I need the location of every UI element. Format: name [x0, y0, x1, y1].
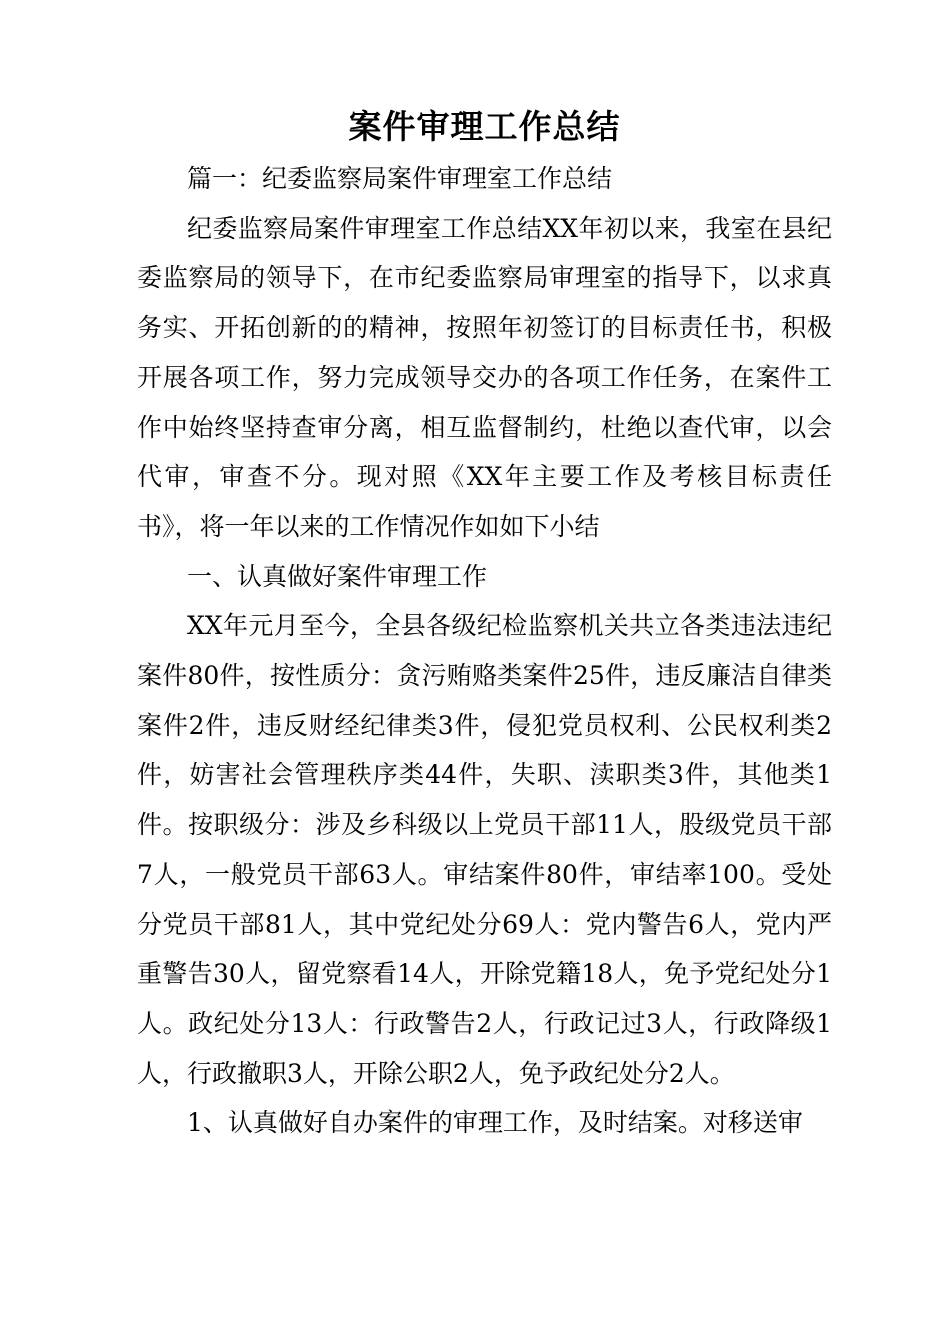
body-paragraph-item-one: 1、认真做好自办案件的审理工作，及时结案。对移送审	[187, 1108, 803, 1138]
body-paragraph-intro: 纪委监察局案件审理室工作总结XX年初以来，我室在县纪委监察局的领导下，在市纪委监察局审理室的指导下，以求真务实、开拓创新的的精神，按照年初签订的目标责任书，积极开展各项工作，努力完成领导交办的各项工作任务，在案件工作中始终坚持查审分离，相互监督制约，杜绝以查代审，以会代审，审查不分。现对照《XX年主要工作及考核目标责任书》，将一年以来的工作情况作如如下小结	[137, 213, 832, 541]
section-heading-part-one: 篇一：纪委监察局案件审理室工作总结	[187, 164, 613, 193]
document-title: 案件审理工作总结	[348, 107, 621, 146]
section-heading-case-review: 一、认真做好案件审理工作	[187, 561, 488, 591]
body-paragraph-statistics: XX年元月至今，全县各级纪检监察机关共立各类违法违纪案件80件，按性质分：贪污贿赂类案件25件，违反廉洁自律类案件2件，违反财经纪律类3件，侵犯党员权利、公民权利类2件，妨害社会管理秩序类44件，失职、渎职类3件，其他类1件。按职级分：涉及乡科级以上党员干部11人，股级党员干部7人，一般党员干部63人。审结案件80件，审结率100。受处分党员干部81人，其中党纪处分69人：党内警告6人，党内严重警告30人，留党察看14人，开除党籍18人，免予党纪处分1人。政纪处分13人：行政警告2人，行政记过3人，行政降级1人，行政撤职3人，开除公职2人，免予政纪处分2人。	[137, 611, 832, 1088]
document-page	[137, 100, 832, 1148]
